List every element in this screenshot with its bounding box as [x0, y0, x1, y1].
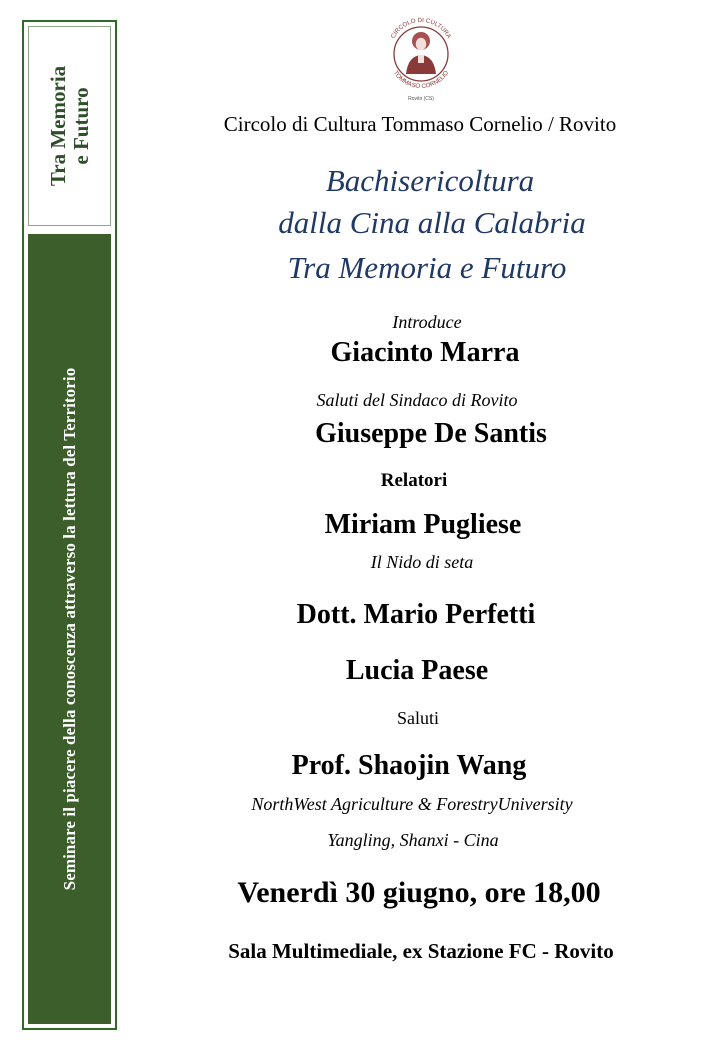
guest-location: Yangling, Shanxi - Cina — [327, 830, 499, 850]
mayor-name: Giuseppe De Santis — [315, 418, 547, 449]
logo-place: Rovito (CS) — [408, 96, 434, 102]
sidebar-title — [47, 66, 93, 186]
speakers-label: Relatori — [380, 470, 448, 491]
sidebar-motto: Seminare il piacere della conoscenza attraverso la lettura del Territorio — [59, 367, 79, 891]
speaker-1-name: Miriam Pugliese — [324, 509, 522, 540]
greetings-label: Saluti — [396, 708, 440, 728]
introduce-label: Introduce — [392, 312, 462, 332]
logo-portrait-icon — [406, 32, 436, 74]
guest-affiliation: NorthWest Agriculture & ForestryUniversity — [251, 794, 573, 814]
logo-text-bottom: TOMMASO CORNELIO — [391, 69, 451, 91]
sidebar — [22, 20, 117, 1030]
introducer-name: Giacinto Marra — [330, 337, 520, 368]
event-date-time: Venerdì 30 giugno, ore 18,00 — [237, 876, 601, 909]
speaker-2-name: Dott. Mario Perfetti — [296, 599, 536, 630]
organization-name: Circolo di Cultura Tommaso Cornelio / Rovito — [223, 112, 617, 136]
speaker-1-note: Il Nido di seta — [370, 552, 474, 572]
circolo-logo — [380, 8, 462, 108]
title-line-2: dalla Cina alla Calabria — [278, 205, 586, 240]
event-venue: Sala Multimediale, ex Stazione FC - Rovito — [228, 939, 614, 963]
title-line-1: Bachisericoltura — [325, 163, 535, 198]
sidebar-motto-band — [28, 234, 111, 1024]
sidebar-title-line2: e Futuro — [68, 87, 93, 165]
speaker-3-name: Lucia Paese — [345, 655, 489, 686]
sidebar-title-box — [28, 26, 111, 226]
sidebar-title-line1: Tra Memoria — [45, 65, 70, 187]
logo-text-top: CIRCOLO DI CULTURA — [389, 16, 453, 40]
title-line-3: Tra Memoria e Futuro — [287, 250, 567, 285]
guest-name: Prof. Shaojin Wang — [291, 750, 527, 781]
mayor-greetings-label: Saluti del Sindaco di Rovito — [316, 390, 518, 410]
